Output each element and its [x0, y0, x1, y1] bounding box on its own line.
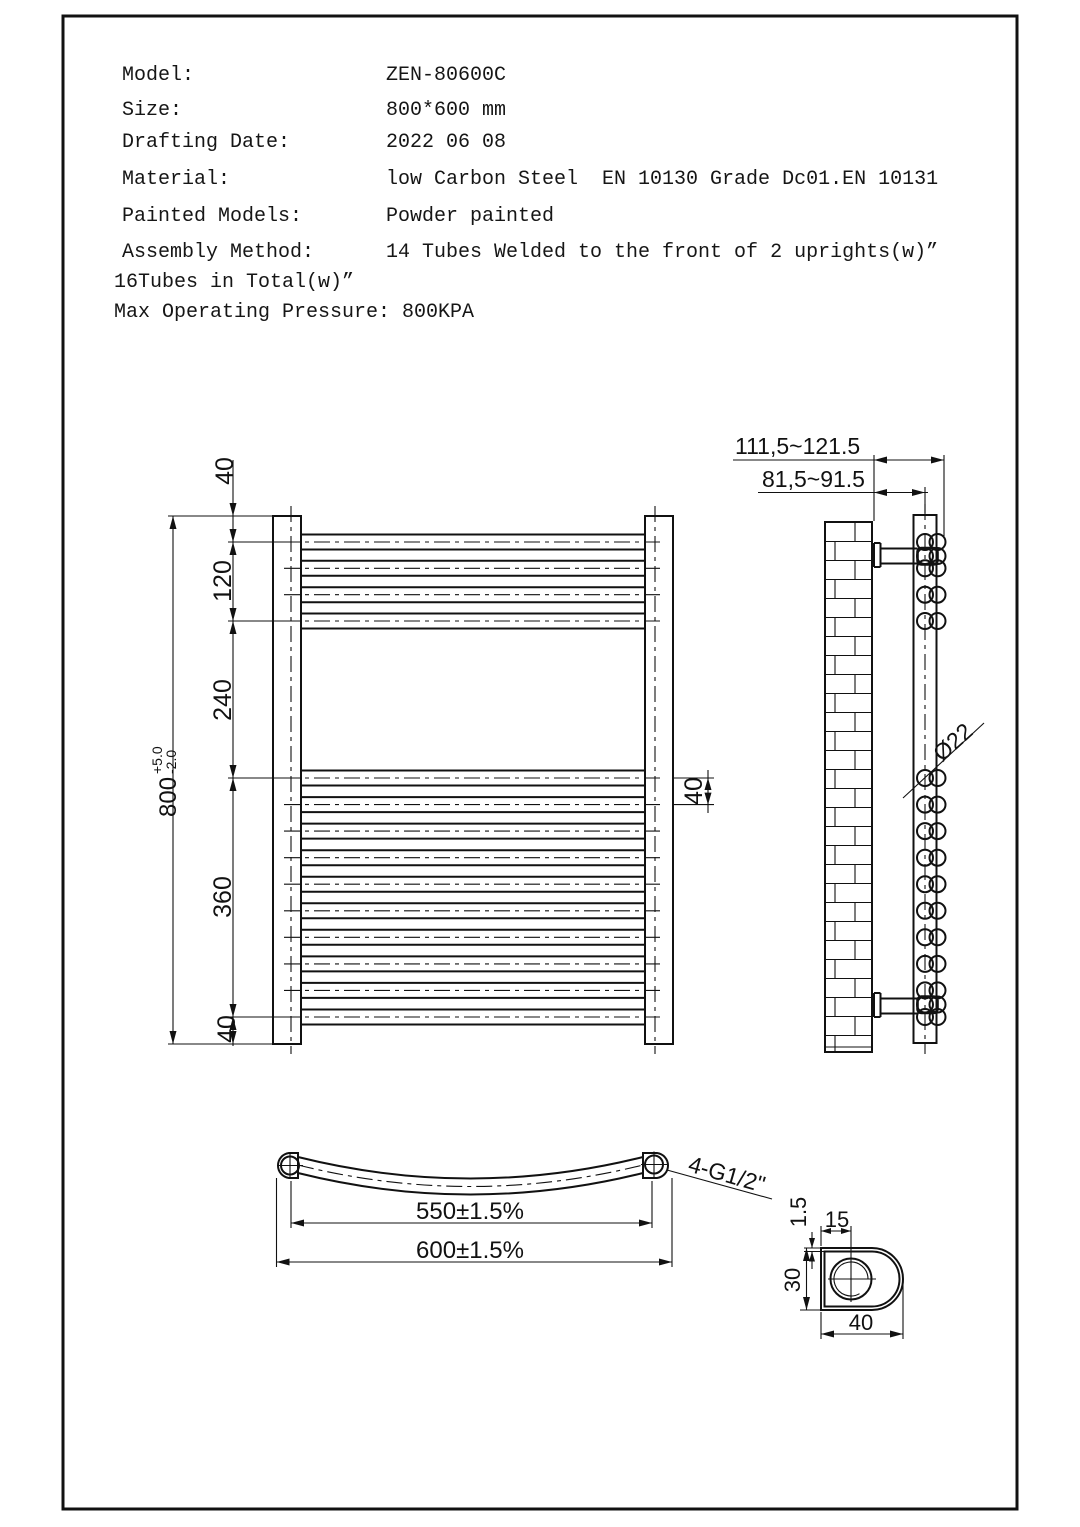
wall-bracket-top [874, 543, 938, 567]
spec-label-size: Size: [122, 99, 183, 122]
wall-section [825, 522, 872, 1052]
spec-label-painted: Painted Models: [122, 205, 303, 228]
spec-label-model: Model: [122, 64, 195, 87]
dim-depth-min: 81,5~91.5 [762, 466, 865, 492]
spec-value-size: 800*600 mm [386, 99, 507, 122]
spec-value-model: ZEN-80600C [386, 64, 507, 87]
front-tubes [284, 535, 662, 1025]
dim-overall-width: 600±1.5% [416, 1237, 524, 1264]
spec-value-material: low Carbon Steel EN 10130 Grade Dc01.EN 10131 [386, 168, 939, 191]
spec-total-tubes: 16Tubes in Total(w)” [114, 271, 355, 294]
dim-wall-thickness: 1.5 [786, 1196, 811, 1228]
dim-tube-pitch: 40 [680, 777, 708, 805]
dim-tube-diameter: Ø22 [927, 717, 978, 767]
dim-800-text: 800 [155, 776, 182, 817]
dim-seg-mid: 240 [209, 679, 237, 721]
front-view [149, 457, 714, 1054]
spec-table [114, 64, 938, 324]
spec-max-pressure: Max Operating Pressure: 800KPA [114, 301, 475, 324]
spec-value-assembly: 14 Tubes Welded to the front of 2 uprights(w)” [386, 241, 939, 264]
dim-profile-depth: 30 [780, 1267, 805, 1293]
detail-view [780, 1197, 903, 1339]
spec-label-material: Material: [122, 168, 231, 191]
dim-connections: 4-G1/2" [685, 1150, 769, 1198]
spec-value-date: 2022 06 08 [386, 131, 507, 154]
spec-label-assembly: Assembly Method: [122, 241, 315, 264]
dim-800-tol-minus: -2.0 [163, 749, 179, 774]
side-tube-sections [917, 534, 946, 1025]
spec-label-date: Drafting Date: [122, 131, 291, 154]
dim-pitch-centres: 550±1.5% [416, 1198, 524, 1225]
dim-seg-top: 40 [211, 457, 239, 485]
sheet-border [63, 16, 1017, 1509]
spec-value-painted: Powder painted [386, 205, 555, 228]
dim-seg-upper: 120 [209, 560, 237, 602]
dim-profile-width: 40 [848, 1310, 874, 1335]
side-view [733, 433, 984, 1054]
top-view [277, 1151, 773, 1267]
dim-800-tol-plus: +5.0 [149, 746, 165, 774]
wall-bracket-bottom [874, 993, 938, 1017]
dim-height-total [149, 746, 182, 817]
dim-seg-bottom: 40 [213, 1015, 241, 1043]
tube-top-edge [298, 1157, 643, 1179]
dim-seg-lower: 360 [209, 876, 237, 918]
dim-depth-max: 111,5~121.5 [735, 433, 861, 459]
dim-hole-offset: 15 [824, 1207, 850, 1232]
